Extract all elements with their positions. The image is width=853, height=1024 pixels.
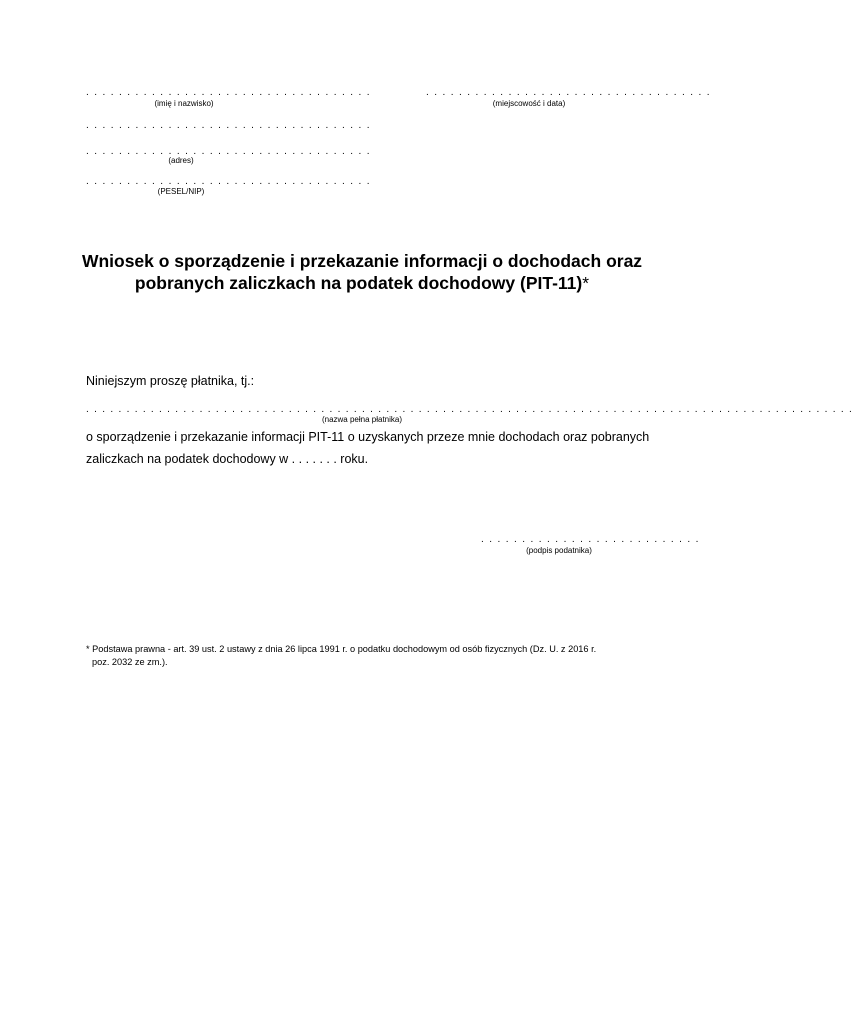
pesel-caption: (PESEL/NIP) bbox=[157, 187, 205, 196]
footnote bbox=[86, 643, 646, 668]
document-title bbox=[60, 250, 664, 294]
title-line-1: Wniosek o sporządzenie i przekazanie informacji o dochodach oraz bbox=[81, 251, 643, 271]
signature-caption: (podpis podatnika) bbox=[526, 546, 592, 555]
request-line-2: zaliczkach na podatek dochodowy w . . . . . . . roku. bbox=[86, 452, 369, 466]
name-caption: (imię i nazwisko) bbox=[154, 99, 214, 108]
title-asterisk: * bbox=[582, 273, 590, 293]
place-date-caption: (miejscowość i data) bbox=[492, 99, 566, 108]
signature-dotted-line[interactable]: . . . . . . . . . . . . . . . . . . . . . . . . . . . bbox=[481, 534, 700, 545]
address-line-2[interactable]: . . . . . . . . . . . . . . . . . . . . . . . . . . . . . . . . . . . bbox=[86, 146, 371, 157]
footnote-line-1: * Podstawa prawna - art. 39 ust. 2 ustawy z dnia 26 lipca 1991 r. o podatku dochodowym od osób fizycznych (Dz. U. z 2016 r. bbox=[86, 644, 597, 654]
request-line-1: o sporządzenie i przekazanie informacji PIT-11 o uzyskanych przeze mnie dochodach oraz pobranych bbox=[86, 430, 650, 444]
intro-text: Niniejszym proszę płatnika, tj.: bbox=[86, 374, 255, 388]
payer-caption: (nazwa pełna płatnika) bbox=[321, 415, 403, 424]
address-caption: (adres) bbox=[168, 156, 194, 165]
title-line-2: pobranych zaliczkach na podatek dochodowy (PIT-11) bbox=[134, 273, 583, 293]
place-date-dotted-line[interactable]: . . . . . . . . . . . . . . . . . . . . . . . . . . . . . . . . . . . bbox=[426, 87, 711, 98]
name-dotted-line[interactable]: . . . . . . . . . . . . . . . . . . . . . . . . . . . . . . . . . . . bbox=[86, 87, 371, 98]
pesel-dotted-line[interactable]: . . . . . . . . . . . . . . . . . . . . . . . . . . . . . . . . . . . bbox=[86, 176, 371, 187]
footnote-line-2: poz. 2032 ze zm.). bbox=[92, 656, 168, 667]
payer-dotted-line[interactable]: . . . . . . . . . . . . . . . . . . . . . . . . . . . . . . . . . . . . . . . . . . . . . . . . . . . . . . . . . . . . . . . . . . . . . . . . . . . . . . . . . . . . . . . . . . . . . . . bbox=[86, 404, 853, 415]
title-line-2-wrap bbox=[60, 272, 664, 294]
address-line-1[interactable]: . . . . . . . . . . . . . . . . . . . . . . . . . . . . . . . . . . . bbox=[86, 120, 371, 131]
